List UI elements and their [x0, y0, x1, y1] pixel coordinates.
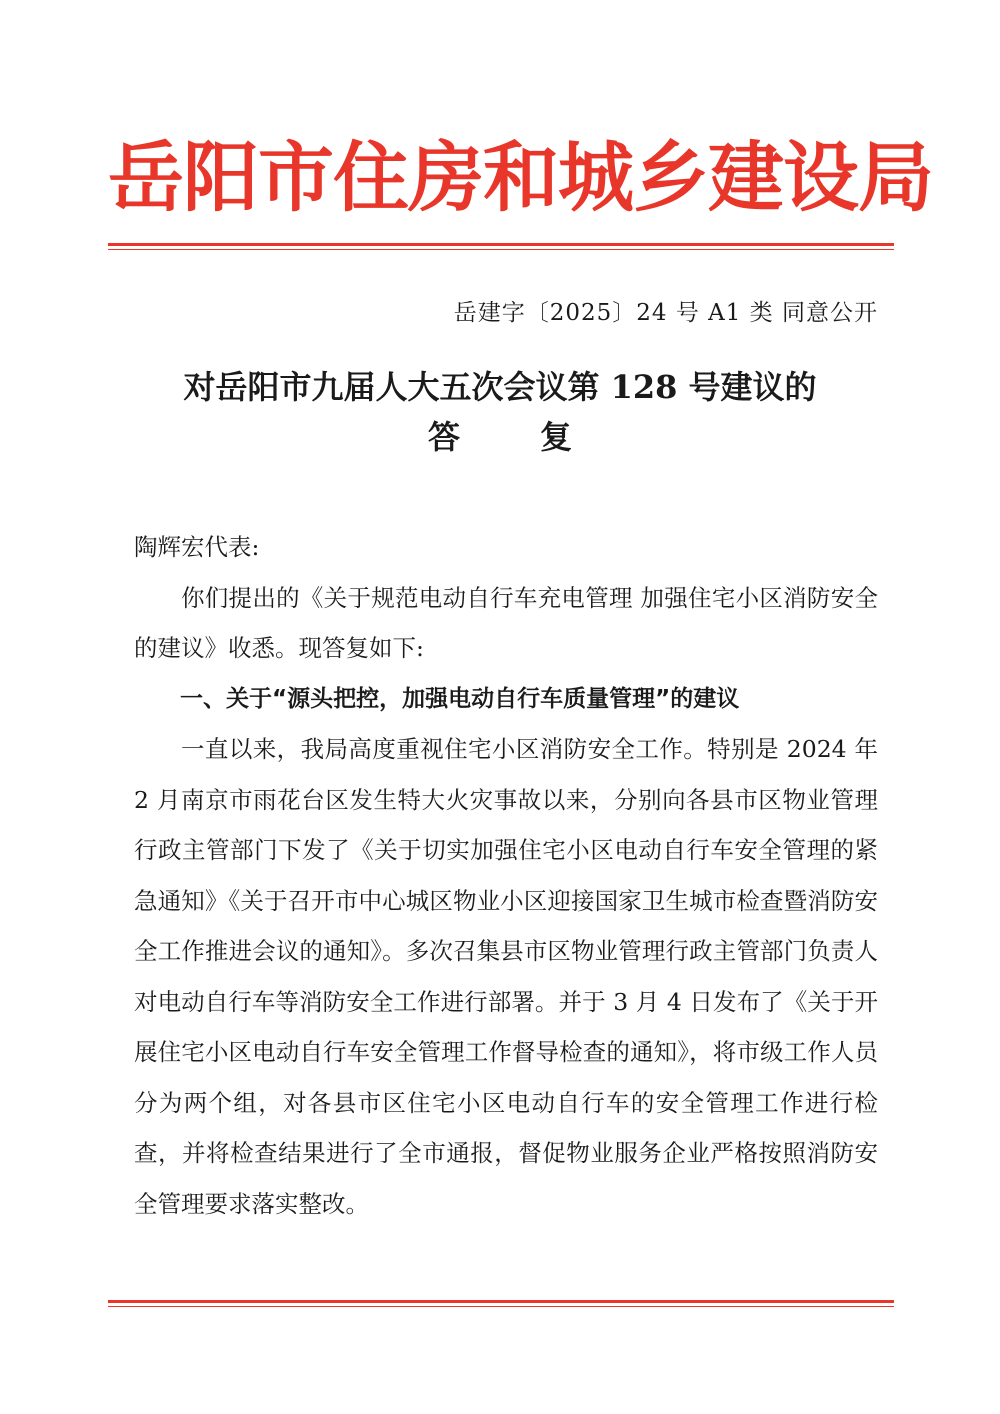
masthead-divider: [108, 243, 894, 250]
body-paragraph-section-1: 一直以来，我局高度重视住宅小区消防安全工作。特别是 2024 年 2 月南京市雨花台区发生特大火灾事故以来，分别向各县市区物业管理行政主管部门下发了《关于切实加强住宅小区电动自行车安全管理的紧急通知》《关于召开市中心城区物业小区迎接国家卫生城市检查暨消防安全工作推进会议的通知》。多次召集县市区物业管理行政主管部门负责人对电动自行车等消防安全工作进行部署。并于 3 月 4 日发布了《关于开展住宅小区电动自行车安全管理工作督导检查的通知》，将市级工作人员分为两个组，对各县市区住宅小区电动自行车的安全管理工作进行检查，并将检查结果进行了全市通报，督促物业服务企业严格按照消防安全管理要求落实整改。: [134, 735, 878, 1218]
document-title-line1: 对岳阳市九届人大五次会议第 128 号建议的: [183, 368, 817, 406]
document-title-line2: 答复: [427, 418, 652, 456]
body-paragraph-intro: 你们提出的《关于规范电动自行车充电管理 加强住宅小区消防安全的建议》收悉。现答复如下:: [134, 583, 878, 662]
masthead-title: 岳阳市住房和城乡建设局: [108, 133, 933, 222]
document-body: [134, 522, 878, 1229]
document-number: 岳建字〔2025〕24 号 A1 类 同意公开: [453, 300, 878, 326]
footer-divider: [108, 1300, 894, 1307]
salutation: 陶辉宏代表:: [134, 533, 260, 561]
section-heading-1: 一、关于“源头把控，加强电动自行车质量管理”的建议: [180, 685, 740, 712]
